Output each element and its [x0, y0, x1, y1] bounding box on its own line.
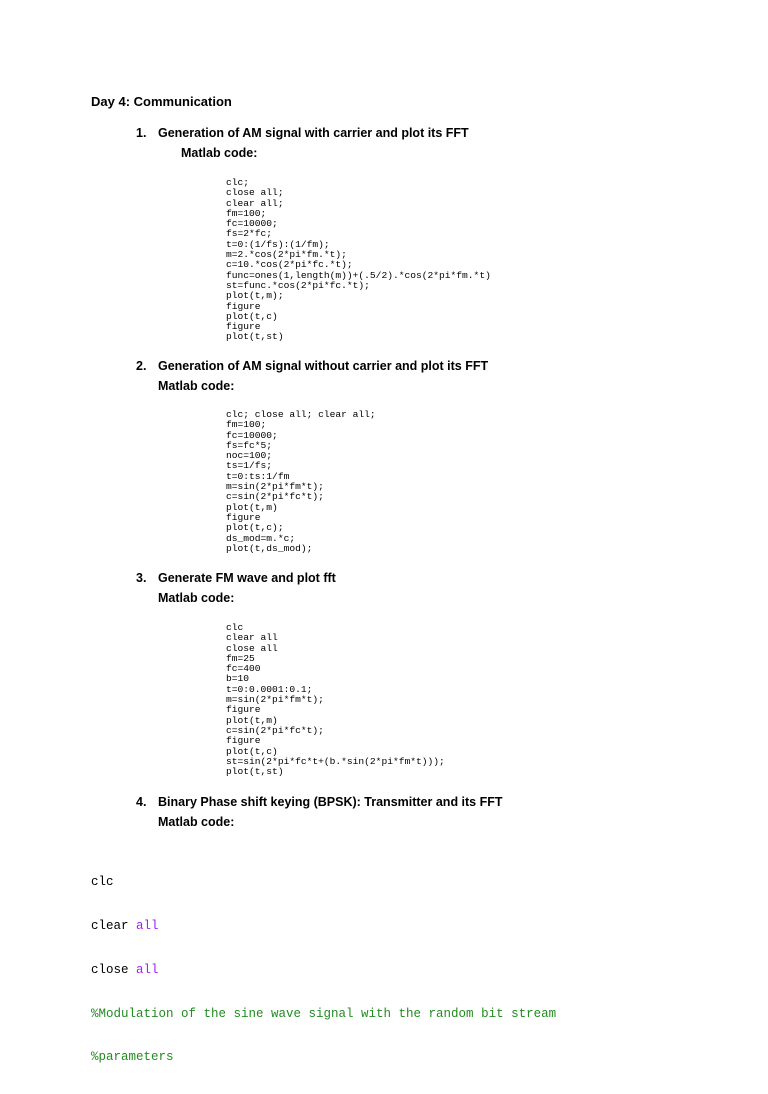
code-line: noc=100;	[226, 450, 273, 462]
code-line: fm=100;	[226, 419, 267, 431]
section-number: 3.	[136, 571, 147, 585]
code-line: clear all;	[226, 197, 284, 209]
code-line: ds_mod=m.*c;	[226, 532, 296, 544]
code-line: plot(t,ds_mod);	[226, 542, 313, 554]
code-line: t=0:ts:1/fm	[226, 470, 290, 482]
code-keyword: all	[136, 962, 159, 977]
code-line: close all;	[226, 187, 284, 199]
section-1	[136, 126, 736, 160]
code-line: st=sin(2*pi*fc*t+(b.*sin(2*pi*fm*t)));	[226, 755, 445, 767]
code-line: fs=fc*5;	[226, 439, 273, 451]
code-line: plot(t,c)	[226, 745, 278, 757]
code-comment: %parameters	[91, 1050, 174, 1065]
code-line: m=sin(2*pi*fm*t);	[226, 481, 324, 493]
page-title: Day 4: Communication	[91, 94, 232, 109]
code-line: t=0:0.0001:0.1;	[226, 683, 313, 695]
code-line: m=sin(2*pi*fm*t);	[226, 694, 324, 706]
section-4	[136, 795, 736, 829]
section-sublabel: Matlab code:	[181, 146, 258, 160]
section-heading	[136, 126, 736, 140]
code-line: fc=10000;	[226, 218, 278, 230]
code-line: fm=25	[226, 652, 255, 664]
section-heading	[136, 359, 736, 373]
code-line: b=10	[226, 673, 250, 685]
code-line: func=ones(1,length(m))+(.5/2).*cos(2*pi*fm.*t)	[226, 269, 491, 281]
code-line: c=sin(2*pi*fc*t);	[226, 724, 324, 736]
code-block-3	[226, 623, 445, 777]
section-title: Generate FM wave and plot fft	[158, 571, 336, 585]
section-2	[136, 359, 736, 393]
code-line: clc	[91, 875, 114, 890]
code-line: figure	[226, 704, 261, 716]
code-line	[91, 963, 556, 978]
code-line: fc=10000;	[226, 429, 278, 441]
code-line: figure	[226, 735, 261, 747]
code-line: clc; close all; clear all;	[226, 409, 376, 420]
section-title: Generation of AM signal with carrier and plot its FFT	[158, 126, 469, 140]
matlab-code-snippet	[91, 846, 556, 1094]
section-heading	[136, 795, 736, 809]
code-line: clear all	[226, 632, 278, 644]
code-line: close all	[226, 642, 278, 654]
section-number: 2.	[136, 359, 147, 373]
code-line: st=func.*cos(2*pi*fc.*t);	[226, 279, 370, 291]
code-line: plot(t,c);	[226, 522, 284, 534]
section-sublabel: Matlab code:	[158, 591, 235, 605]
code-line: m=2.*cos(2*pi*fm.*t);	[226, 249, 347, 261]
code-line: plot(t,st)	[226, 331, 284, 343]
code-line: figure	[226, 511, 261, 523]
code-line: plot(t,m)	[226, 714, 278, 726]
section-sublabel: Matlab code:	[158, 815, 235, 829]
code-line: clc	[226, 622, 244, 633]
code-line: fs=2*fc;	[226, 228, 273, 240]
code-line: ts=1/fs;	[226, 460, 273, 472]
code-block-1	[226, 178, 491, 343]
code-line	[91, 919, 556, 934]
section-heading	[136, 571, 736, 585]
code-line: plot(t,c)	[226, 310, 278, 322]
code-command: clear	[91, 918, 137, 933]
code-comment: %Modulation of the sine wave signal with the random bit stream	[91, 1006, 557, 1021]
code-line: c=10.*cos(2*pi*fc.*t);	[226, 259, 353, 271]
section-3	[136, 571, 736, 605]
code-keyword: all	[136, 918, 159, 933]
code-line: fm=100;	[226, 207, 267, 219]
code-line: plot(t,m)	[226, 501, 278, 513]
section-number: 4.	[136, 795, 147, 809]
section-title: Generation of AM signal without carrier and plot its FFT	[158, 359, 489, 373]
code-line: t=0:(1/fs):(1/fm);	[226, 238, 330, 250]
code-command: close	[91, 962, 137, 977]
section-number: 1.	[136, 126, 147, 140]
code-line: clc;	[226, 177, 250, 188]
section-title: Binary Phase shift keying (BPSK): Transmitter and its FFT	[158, 795, 503, 809]
code-line: plot(t,m);	[226, 290, 284, 302]
code-block-2	[226, 410, 376, 554]
code-line: fc=400	[226, 663, 261, 675]
code-line: c=sin(2*pi*fc*t);	[226, 491, 324, 503]
code-line: figure	[226, 321, 261, 333]
code-line: plot(t,st)	[226, 766, 284, 778]
section-sublabel: Matlab code:	[158, 379, 235, 393]
code-line: figure	[226, 300, 261, 312]
